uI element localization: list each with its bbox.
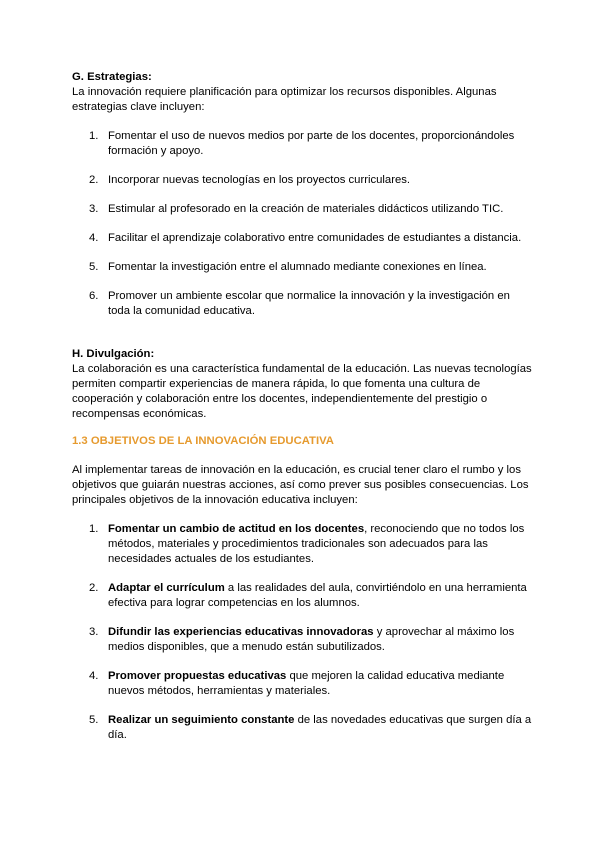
list-item — [72, 202, 532, 217]
list-item — [72, 289, 532, 319]
list-item — [72, 669, 532, 699]
list-item — [72, 129, 532, 159]
list-item-bold: Adaptar el currículum — [108, 582, 225, 594]
list-item-number: 6. — [89, 290, 99, 302]
list-item-number: 4. — [89, 232, 99, 244]
section-1-3-title: 1.3 OBJETIVOS DE LA INNOVACIÓN EDUCATIVA — [72, 435, 334, 447]
list-item-number: 3. — [89, 203, 99, 215]
list-item-text: Estimular al profesorado en la creación de materiales didácticos utilizando TIC. — [108, 203, 504, 215]
list-item-text: a las realidades del aula, convirtiéndolo en una herramienta efectiva para lograr competencias en los alumnos. — [108, 582, 527, 609]
document-page — [72, 70, 532, 743]
section-h-title: H. Divulgación: — [72, 348, 155, 360]
list-item-text: , reconociendo que no todos los métodos, materiales y procedimientos tradicionales son adecuados para las necesidades actuales de los estudiantes. — [108, 523, 525, 565]
list-item-bold: Realizar un seguimiento constante — [108, 714, 295, 726]
list-item — [72, 581, 532, 611]
list-item-text: Facilitar el aprendizaje colaborativo entre comunidades de estudiantes a distancia. — [108, 232, 522, 244]
list-item-bold: Fomentar un cambio de actitud en los docentes — [108, 523, 365, 535]
list-item — [72, 260, 532, 275]
objectives-list — [72, 522, 532, 743]
list-item — [72, 713, 532, 743]
list-item-number: 1. — [89, 523, 99, 535]
list-item-number: 3. — [89, 626, 99, 638]
list-item-number: 2. — [89, 174, 99, 186]
list-item-text: Fomentar el uso de nuevos medios por parte de los docentes, proporcionándoles formación y apoyo. — [108, 130, 515, 157]
list-item-text: Fomentar la investigación entre el alumnado mediante conexiones en línea. — [108, 261, 487, 273]
list-item-text: Promover un ambiente escolar que normalice la innovación y la investigación en toda la comunidad educativa. — [108, 290, 510, 317]
list-item-number: 1. — [89, 130, 99, 142]
list-item-bold: Promover propuestas educativas — [108, 670, 287, 682]
list-item — [72, 231, 532, 246]
list-item-text: de las novedades educativas que surgen día a día. — [108, 714, 532, 741]
list-item-text: que mejoren la calidad educativa mediante nuevos métodos, herramientas y materiales. — [108, 670, 505, 697]
list-item-bold: Difundir las experiencias educativas innovadoras — [108, 626, 374, 638]
list-item-text: y aprovechar al máximo los medios disponibles, que a menudo están subutilizados. — [108, 626, 515, 653]
list-item-text: Incorporar nuevas tecnologías en los proyectos curriculares. — [108, 174, 411, 186]
section-g-intro: La innovación requiere planificación para optimizar los recursos disponibles. Algunas estrategias clave incluyen: — [72, 86, 497, 113]
section-g-title: G. Estrategias: — [72, 71, 152, 83]
list-item-number: 4. — [89, 670, 99, 682]
list-item — [72, 173, 532, 188]
section-h-text: La colaboración es una característica fundamental de la educación. Las nuevas tecnologías permiten compartir experiencias de manera rápida, lo que fomenta una cultura de cooperación y colaboración entre los docentes, independientemente del prestigio o recompensas económicas. — [72, 363, 532, 420]
list-item-number: 2. — [89, 582, 99, 594]
list-item — [72, 625, 532, 655]
list-item-number: 5. — [89, 261, 99, 273]
section-1-3-intro: Al implementar tareas de innovación en la educación, es crucial tener claro el rumbo y los objetivos que guiarán nuestras acciones, así como prever sus posibles consecuencias. Los principales objetivos de la innovación educativa incluyen: — [72, 464, 529, 506]
strategies-list — [72, 129, 532, 319]
list-item-number: 5. — [89, 714, 99, 726]
list-item — [72, 522, 532, 567]
